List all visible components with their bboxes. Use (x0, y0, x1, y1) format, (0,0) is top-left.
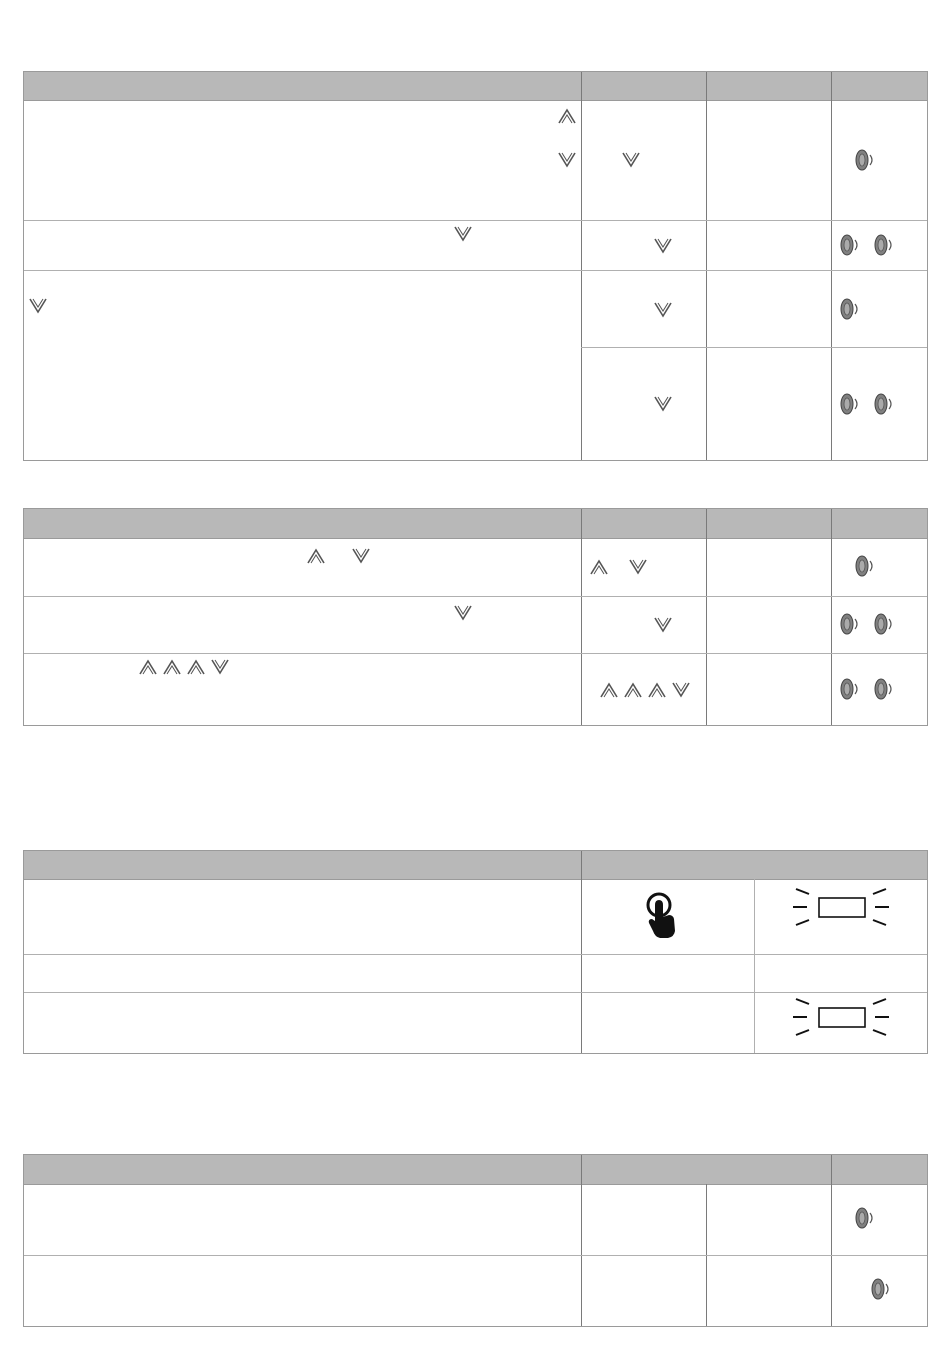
up-chevron-icon (307, 548, 325, 564)
blinking-display-icon (789, 993, 893, 1039)
down-chevron-icon (654, 238, 672, 254)
down-chevron-icon (558, 152, 576, 168)
beep-speaker-icon (839, 233, 861, 257)
beep-speaker-icon (854, 148, 876, 172)
table-1 (23, 71, 928, 461)
beep-speaker-icon (839, 612, 861, 636)
table-4-header (24, 1155, 927, 1185)
up-chevron-icon (624, 682, 642, 698)
down-chevron-icon (352, 548, 370, 564)
down-chevron-icon (672, 682, 690, 698)
beep-speaker-icon (873, 392, 895, 416)
beep-speaker-icon (854, 1206, 876, 1230)
down-chevron-icon (654, 617, 672, 633)
up-chevron-icon (187, 659, 205, 675)
down-chevron-icon (454, 226, 472, 242)
beep-speaker-icon (839, 297, 861, 321)
table-1-header (24, 72, 927, 101)
beep-speaker-icon (873, 677, 895, 701)
beep-speaker-icon (873, 233, 895, 257)
down-chevron-icon (211, 659, 229, 675)
down-chevron-icon (629, 559, 647, 575)
up-chevron-icon (163, 659, 181, 675)
down-chevron-icon (454, 605, 472, 621)
beep-speaker-icon (870, 1277, 892, 1301)
up-chevron-icon (600, 682, 618, 698)
beep-speaker-icon (839, 392, 861, 416)
beep-speaker-icon (854, 554, 876, 578)
beep-speaker-icon (873, 612, 895, 636)
touch-hand-icon (643, 891, 683, 941)
table-4 (23, 1154, 928, 1327)
table-3-header (24, 851, 927, 880)
up-chevron-icon (648, 682, 666, 698)
table-2 (23, 508, 928, 726)
up-chevron-icon (139, 659, 157, 675)
table-2-header (24, 509, 927, 539)
up-chevron-icon (558, 108, 576, 124)
down-chevron-icon (654, 396, 672, 412)
beep-speaker-icon (839, 677, 861, 701)
up-chevron-icon (590, 559, 608, 575)
down-chevron-icon (654, 302, 672, 318)
down-chevron-icon (622, 152, 640, 168)
blinking-display-icon (789, 883, 893, 929)
table-3 (23, 850, 928, 1054)
down-chevron-icon (29, 298, 47, 314)
